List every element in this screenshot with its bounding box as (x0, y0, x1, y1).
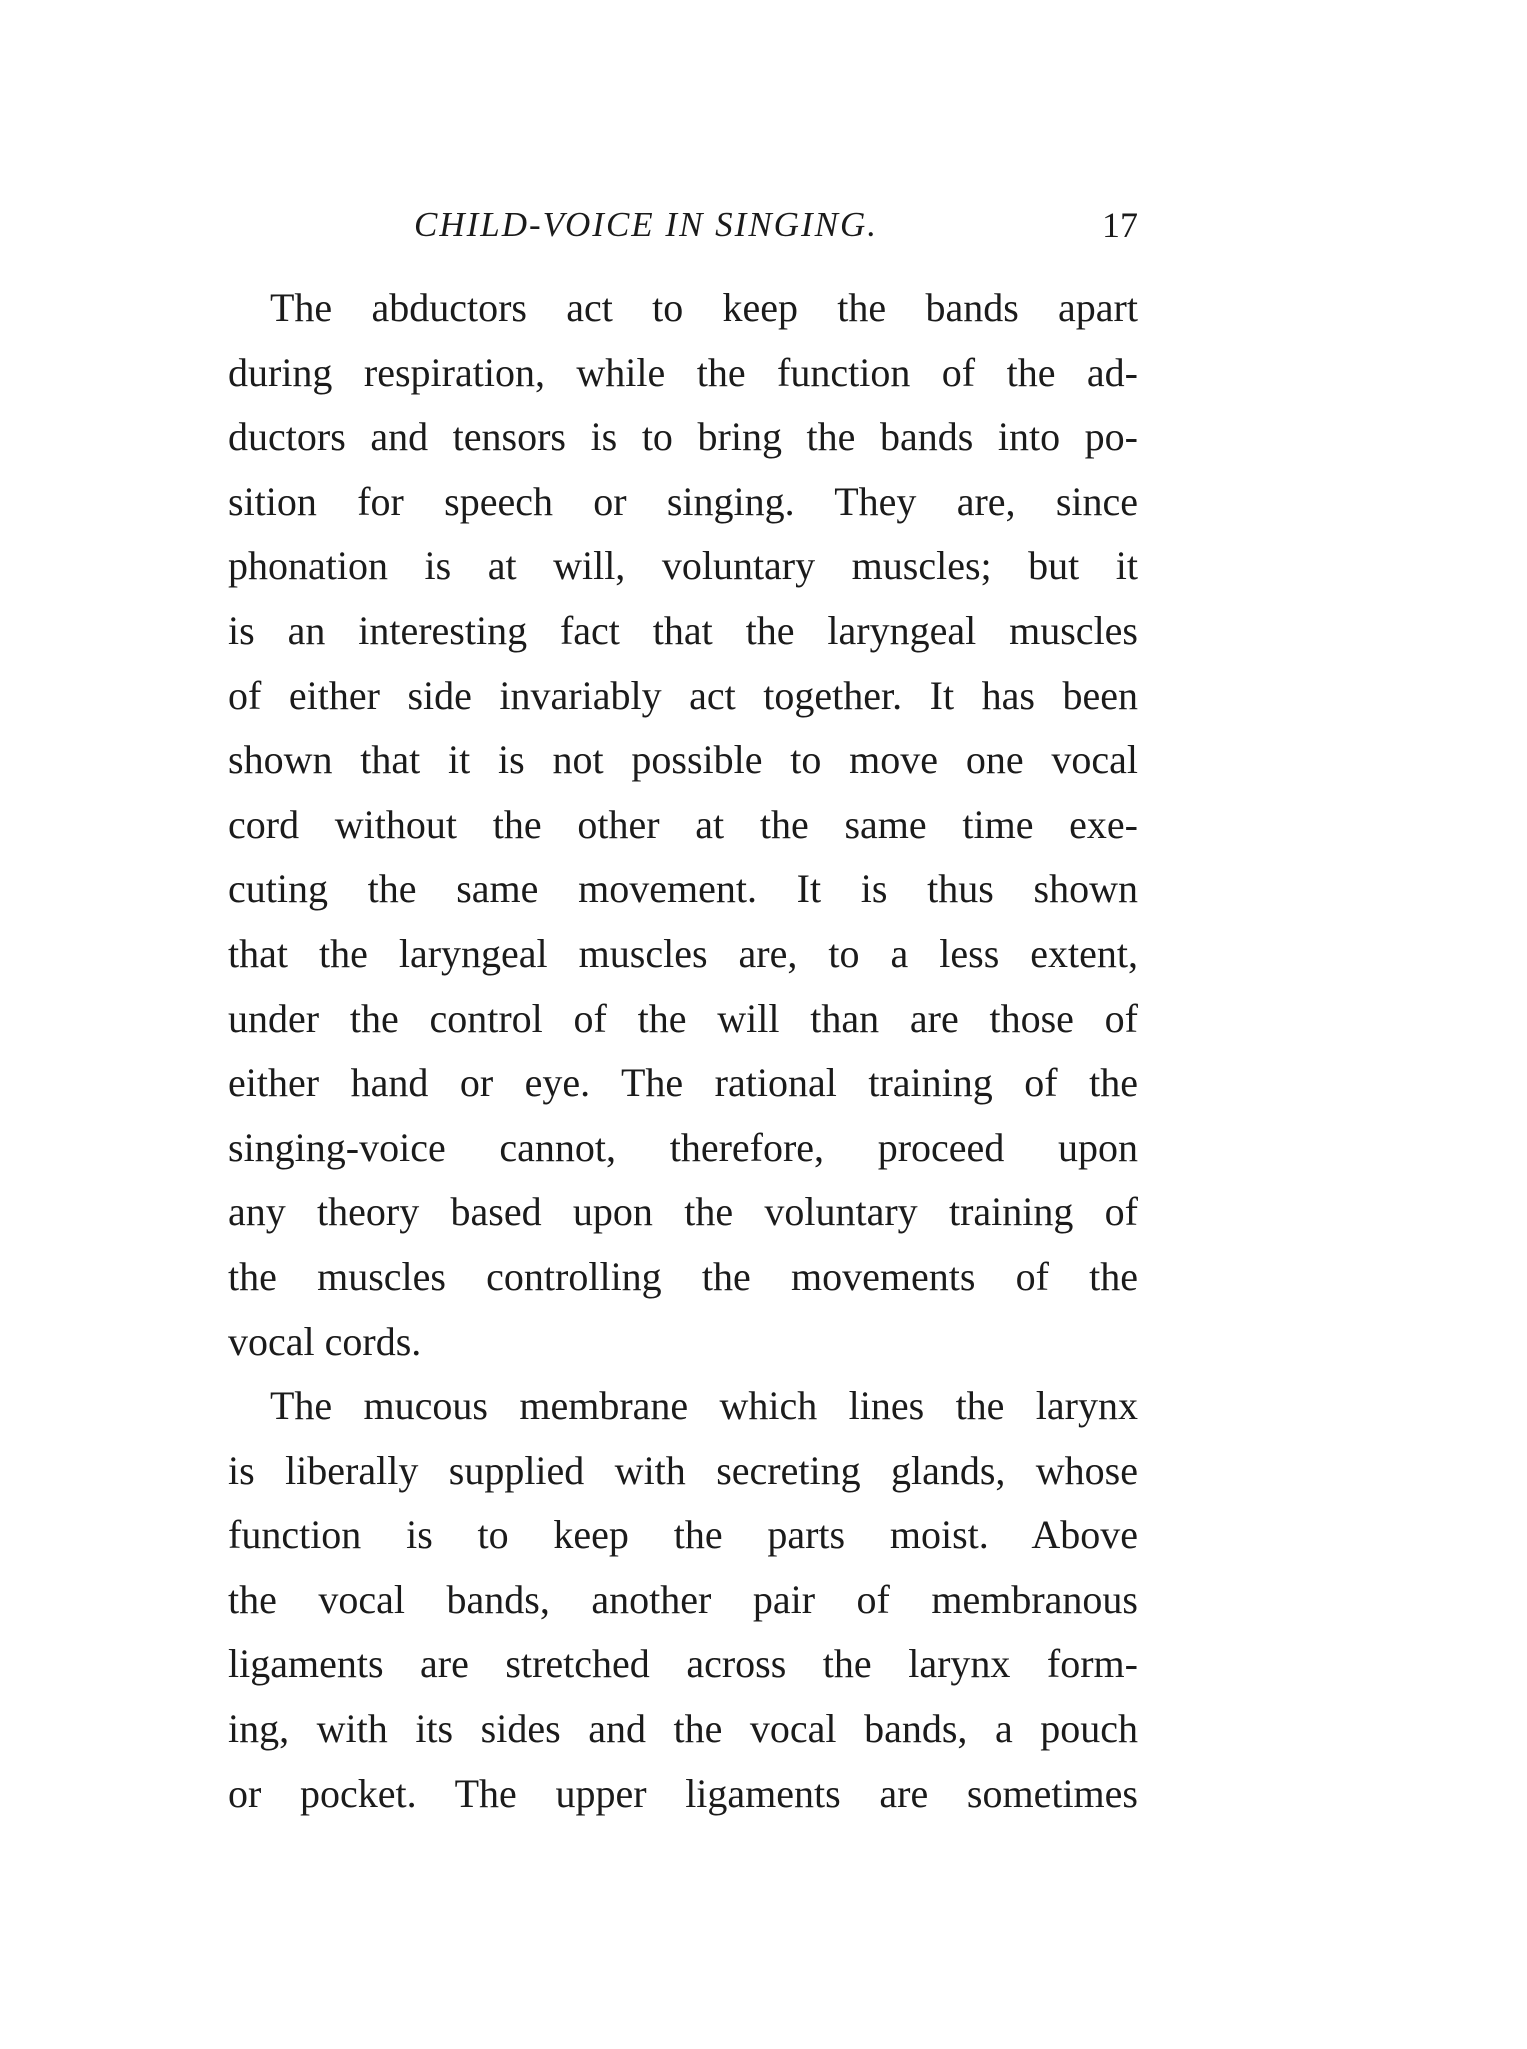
text-line: the vocal bands, another pair of membranous (228, 1576, 1138, 1622)
text-line: under the control of the will than are those of (228, 995, 1138, 1041)
text-line: ductors and tensors is to bring the bands into po- (228, 414, 1138, 460)
text-line: ing, with its sides and the vocal bands, a pouch (228, 1706, 1138, 1752)
text-line: any theory based upon the voluntary training of (228, 1189, 1138, 1235)
text-line: cord without the other at the same time exe- (228, 801, 1138, 847)
text-line: or pocket. The upper ligaments are sometimes (228, 1770, 1138, 1816)
text-line: the muscles controlling the movements of the (228, 1253, 1138, 1299)
text-line: singing-voice cannot, therefore, proceed upon (228, 1124, 1138, 1170)
text-line: vocal cords. (228, 1318, 422, 1364)
running-head: CHILD-VOICE IN SINGING. (414, 205, 878, 244)
body-text (228, 276, 1138, 1826)
text-line: sition for speech or singing. They are, since (228, 478, 1138, 524)
text-line: either hand or eye. The rational training of the (228, 1060, 1138, 1106)
text-line: during respiration, while the function of the ad- (228, 349, 1138, 395)
text-line: shown that it is not possible to move one vocal (228, 737, 1138, 783)
text-line: is an interesting fact that the laryngeal muscles (228, 607, 1138, 653)
paragraph (228, 276, 1138, 1374)
text-line: phonation is at will, voluntary muscles; but it (228, 543, 1138, 589)
page-number: 17 (1102, 205, 1138, 245)
text-line: that the laryngeal muscles are, to a less extent, (228, 930, 1138, 976)
text-line: of either side invariably act together. It has been (228, 672, 1138, 718)
page-header (228, 200, 1138, 250)
text-line: is liberally supplied with secreting glands, whose (228, 1447, 1138, 1493)
text-line: The abductors act to keep the bands apart (270, 285, 1138, 330)
paragraph (228, 1374, 1138, 1826)
text-line: The mucous membrane which lines the larynx (270, 1383, 1138, 1429)
text-line: function is to keep the parts moist. Above (228, 1512, 1138, 1558)
text-line: cuting the same movement. It is thus shown (228, 866, 1138, 912)
text-line: ligaments are stretched across the larynx form- (228, 1641, 1138, 1687)
